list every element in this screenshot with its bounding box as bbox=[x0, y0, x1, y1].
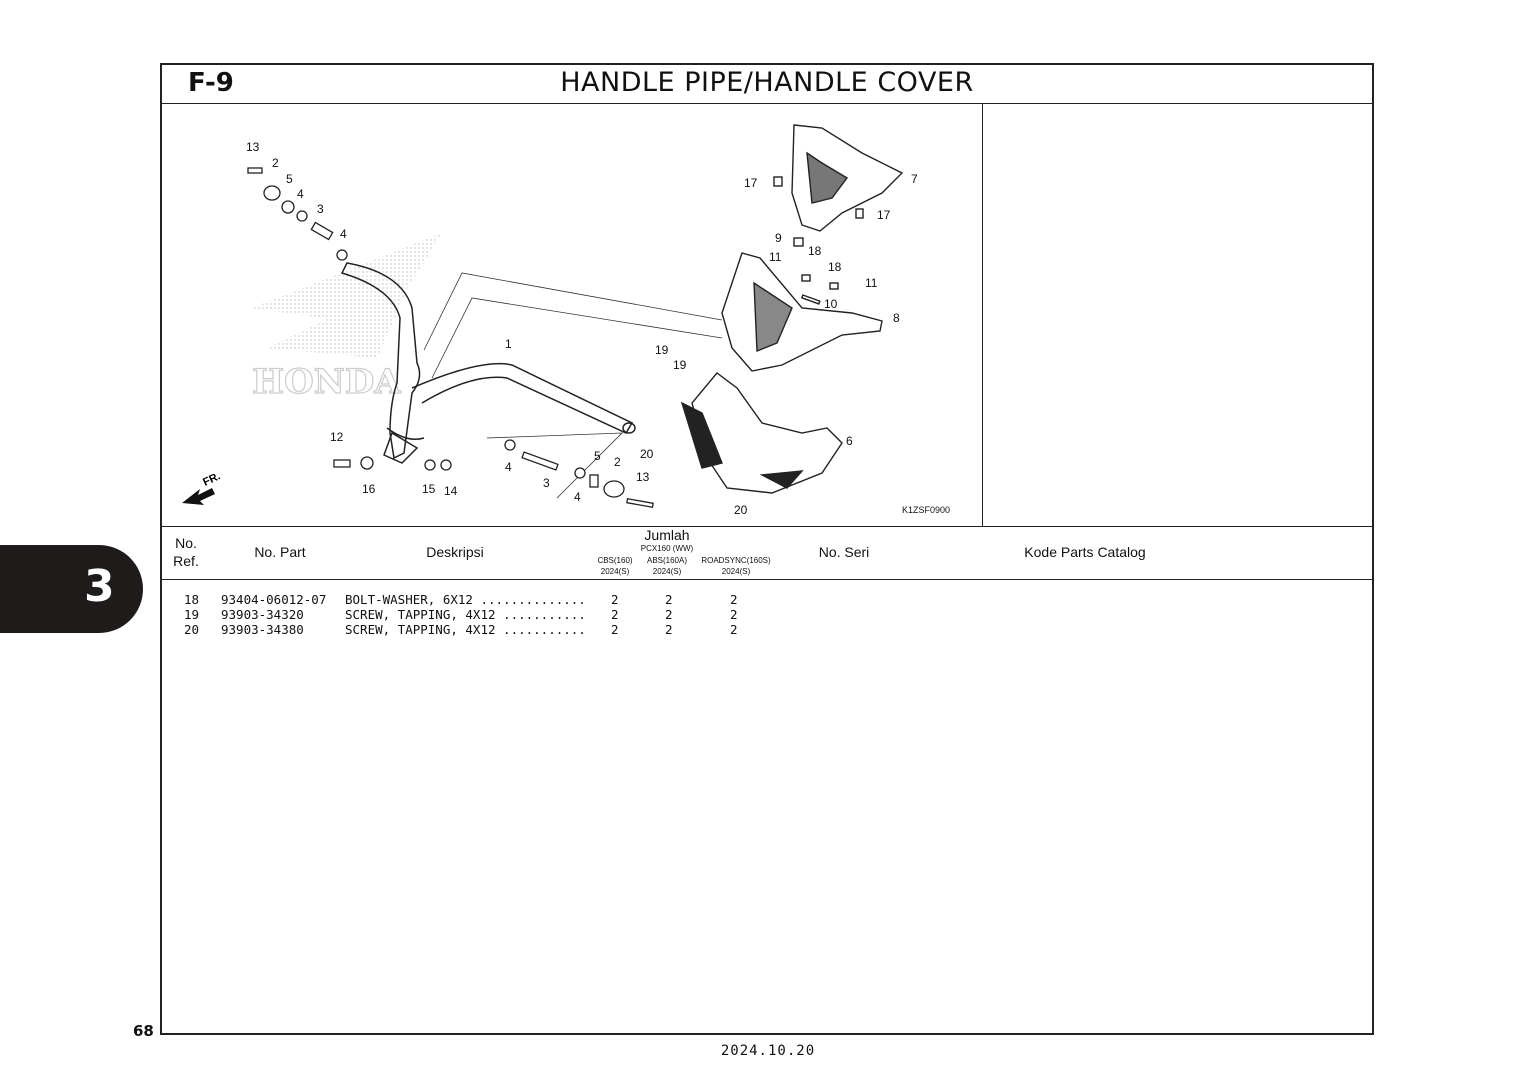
svg-text:20: 20 bbox=[640, 447, 654, 461]
parts-table-header bbox=[162, 526, 1372, 580]
svg-text:19: 19 bbox=[673, 358, 687, 372]
row-description: BOLT-WASHER, 6X12 .............. bbox=[345, 592, 586, 607]
figure-code: F-9 bbox=[188, 68, 234, 98]
svg-text:6: 6 bbox=[846, 434, 853, 448]
header-variant-1-year: 2024(S) bbox=[600, 567, 630, 576]
svg-text:17: 17 bbox=[877, 208, 891, 222]
svg-text:3: 3 bbox=[543, 476, 550, 490]
svg-text:1: 1 bbox=[505, 337, 512, 351]
svg-text:20: 20 bbox=[734, 503, 748, 517]
row-part-number: 93404-06012-07 bbox=[221, 592, 327, 607]
svg-text:9: 9 bbox=[775, 231, 782, 245]
exploded-diagram-svg bbox=[162, 103, 982, 526]
honda-watermark-text: HONDA bbox=[252, 362, 401, 402]
svg-text:8: 8 bbox=[893, 311, 900, 325]
row-qty-abs: 2 bbox=[665, 622, 673, 637]
row-qty-roadsync: 2 bbox=[730, 607, 738, 622]
svg-text:17: 17 bbox=[744, 176, 758, 190]
page-number: 68 bbox=[133, 1022, 154, 1040]
row-qty-cbs: 2 bbox=[611, 592, 619, 607]
svg-text:16: 16 bbox=[362, 482, 376, 496]
header-no-part: No. Part bbox=[254, 544, 306, 560]
svg-text:13: 13 bbox=[246, 140, 260, 154]
svg-text:18: 18 bbox=[828, 260, 842, 274]
header-deskripsi: Deskripsi bbox=[426, 544, 484, 560]
parts-table-body bbox=[162, 592, 1372, 637]
svg-text:13: 13 bbox=[636, 470, 650, 484]
header-jumlah: Jumlah bbox=[644, 527, 690, 543]
section-tab bbox=[0, 545, 143, 633]
header-no-ref-1: No. bbox=[175, 535, 197, 551]
svg-text:4: 4 bbox=[505, 460, 512, 474]
exploded-diagram bbox=[162, 103, 983, 526]
row-part-number: 93903-34380 bbox=[221, 622, 304, 637]
header-variant-3-year: 2024(S) bbox=[721, 567, 751, 576]
header-no-ref-2: Ref. bbox=[173, 553, 199, 569]
row-qty-roadsync: 2 bbox=[730, 622, 738, 637]
header-variant-2-year: 2024(S) bbox=[652, 567, 682, 576]
header-variant-1: CBS(160) bbox=[597, 556, 633, 565]
svg-text:4: 4 bbox=[574, 490, 581, 504]
table-row bbox=[162, 607, 1372, 622]
header-no-seri: No. Seri bbox=[818, 544, 870, 560]
section-tab-number: 3 bbox=[84, 561, 115, 612]
row-qty-abs: 2 bbox=[665, 592, 673, 607]
svg-text:3: 3 bbox=[317, 202, 324, 216]
header-kode-parts-catalog: Kode Parts Catalog bbox=[1024, 544, 1146, 560]
row-ref: 18 bbox=[184, 592, 200, 607]
svg-text:4: 4 bbox=[297, 187, 304, 201]
svg-text:14: 14 bbox=[444, 484, 458, 498]
svg-text:15: 15 bbox=[422, 482, 436, 496]
front-arrow-icon bbox=[182, 470, 222, 505]
svg-text:12: 12 bbox=[330, 430, 344, 444]
svg-text:18: 18 bbox=[808, 244, 822, 258]
svg-text:19: 19 bbox=[655, 343, 669, 357]
svg-text:4: 4 bbox=[340, 227, 347, 241]
row-part-number: 93903-34320 bbox=[221, 607, 304, 622]
header-variant-2: ABS(160A) bbox=[646, 556, 688, 565]
row-ref: 20 bbox=[184, 622, 200, 637]
honda-wing-watermark bbox=[252, 233, 442, 358]
row-ref: 19 bbox=[184, 607, 200, 622]
row-qty-cbs: 2 bbox=[611, 622, 619, 637]
handle-cover-rear bbox=[682, 373, 842, 493]
header-variant-3: ROADSYNC(160S) bbox=[701, 556, 771, 565]
publication-date: 2024.10.20 bbox=[720, 1043, 816, 1059]
svg-text:FR.: FR. bbox=[201, 470, 223, 489]
row-qty-roadsync: 2 bbox=[730, 592, 738, 607]
table-row bbox=[162, 592, 1372, 607]
row-qty-abs: 2 bbox=[665, 607, 673, 622]
svg-text:5: 5 bbox=[286, 172, 293, 186]
svg-text:5: 5 bbox=[594, 449, 601, 463]
figure-title-bar bbox=[162, 65, 1372, 104]
svg-text:7: 7 bbox=[911, 172, 918, 186]
row-qty-cbs: 2 bbox=[611, 607, 619, 622]
handle-cover-front bbox=[722, 253, 882, 371]
row-description: SCREW, TAPPING, 4X12 ........... bbox=[345, 622, 586, 637]
svg-text:10: 10 bbox=[824, 297, 838, 311]
parts-page-frame bbox=[160, 63, 1374, 1035]
svg-text:2: 2 bbox=[272, 156, 279, 170]
figure-title: HANDLE PIPE/HANDLE COVER bbox=[560, 67, 974, 98]
handle-cover-top bbox=[774, 125, 902, 246]
table-row bbox=[162, 622, 1372, 637]
row-description: SCREW, TAPPING, 4X12 ........... bbox=[345, 607, 586, 622]
svg-text:11: 11 bbox=[769, 250, 782, 264]
svg-text:11: 11 bbox=[865, 276, 878, 290]
drawing-code: K1ZSF0900 bbox=[902, 505, 951, 515]
svg-text:2: 2 bbox=[614, 455, 621, 469]
header-model: PCX160 (WW) bbox=[640, 544, 694, 553]
